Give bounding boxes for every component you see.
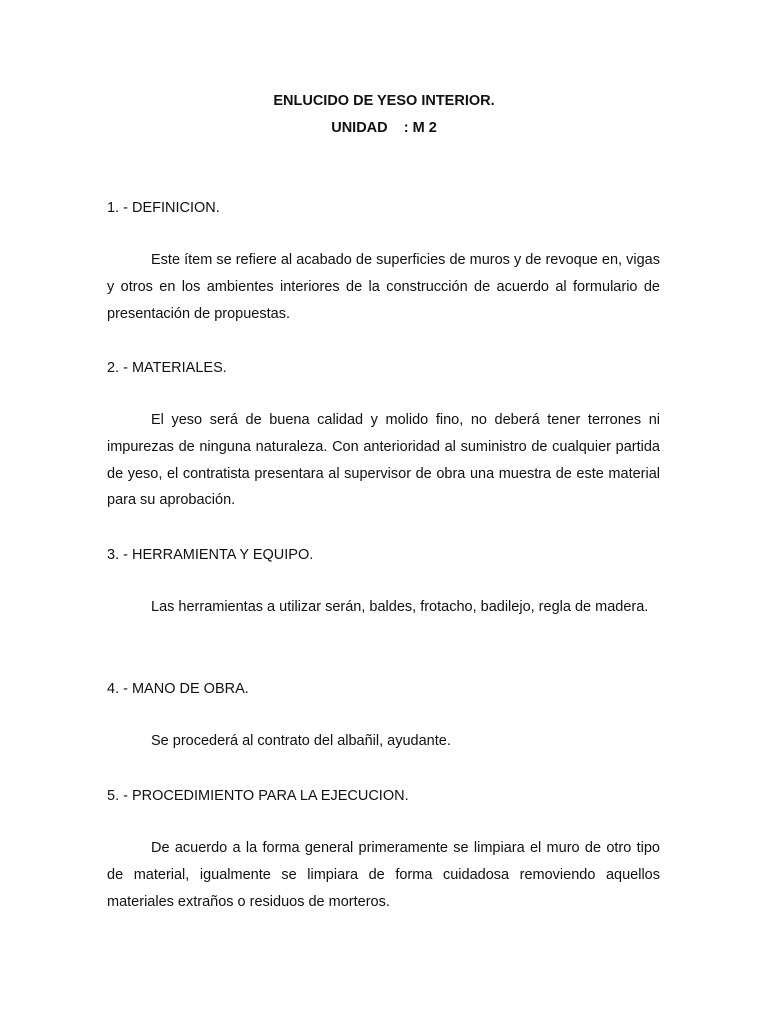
section-body-materiales: El yeso será de buena calidad y molido fino, no deberá tener terrones ni impurezas de ninguna naturaleza. Con anterioridad al suministro de cualquier partida de yeso, el contratista presentara al supervisor de obra una muestra de este material para su aprobación. [107, 412, 660, 509]
section-heading-materiales: 2. - MATERIALES. [107, 360, 227, 376]
section-body-mano-de-obra: Se procederá al contrato del albañil, ayudante. [151, 733, 451, 749]
document-title: ENLUCIDO DE YESO INTERIOR. [273, 93, 495, 109]
unit-line: UNIDAD : M 2 [331, 120, 437, 136]
section-heading-procedimiento: 5. - PROCEDIMIENTO PARA LA EJECUCION. [107, 788, 409, 804]
section-heading-definicion: 1. - DEFINICION. [107, 200, 220, 216]
section-heading-herramienta: 3. - HERRAMIENTA Y EQUIPO. [107, 547, 314, 563]
section-heading-mano-de-obra: 4. - MANO DE OBRA. [107, 681, 249, 697]
section-body-procedimiento: De acuerdo a la forma general primeramente se limpiara el muro de otro tipo de material, igualmente se limpiara de forma cuidadosa removiendo aquellos materiales extraños o residuos de morteros. [107, 840, 660, 910]
section-body-herramienta: Las herramientas a utilizar serán, baldes, frotacho, badilejo, regla de madera. [151, 599, 649, 615]
section-body-definicion: Este ítem se refiere al acabado de superficies de muros y de revoque en, vigas y otros en los ambientes interiores de la construcción de acuerdo al formulario de presentación de propuestas. [107, 252, 660, 322]
